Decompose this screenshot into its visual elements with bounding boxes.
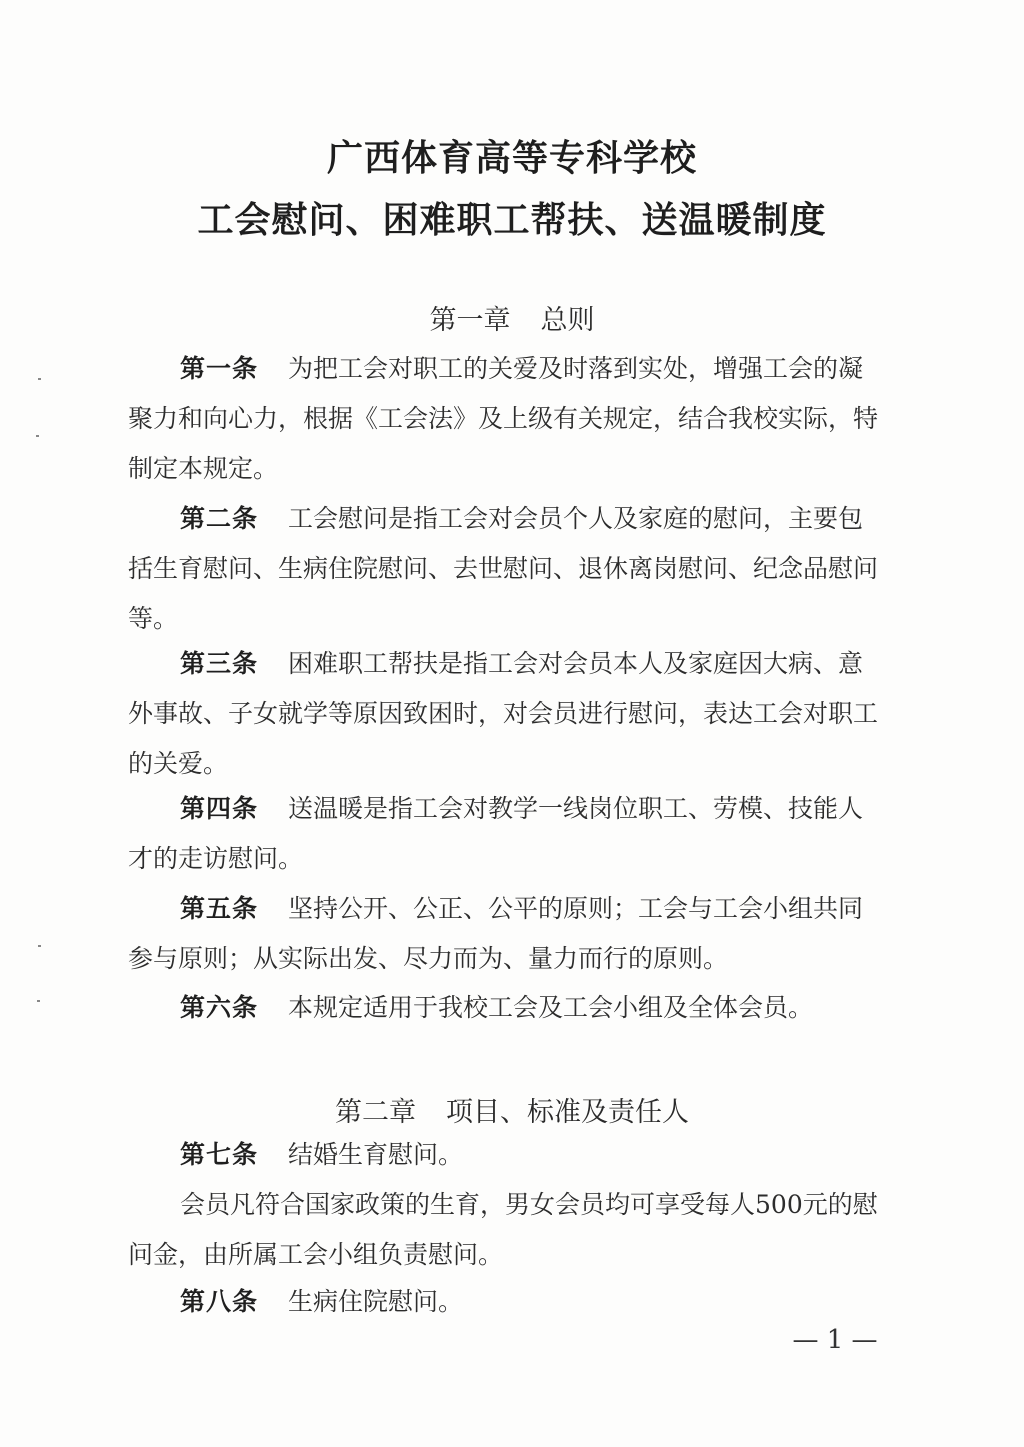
article-text: 困难职工帮扶是指工会对会员本人及家庭因大病、意外事故、子女就学等原因致困时，对会员进行慰问，表达工会对职工的关爱。 (128, 649, 879, 778)
scan-speck (38, 378, 41, 380)
article-label: 第六条 (180, 993, 259, 1022)
article-text: 坚持公开、公正、公平的原则；工会与工会小组共同参与原则；从实际出发、尽力而为、量力而行的原则。 (128, 894, 864, 973)
article-3 (128, 639, 888, 789)
article-label: 第五条 (180, 894, 259, 923)
article-label: 第七条 (180, 1140, 259, 1169)
chapter-name: 总则 (540, 305, 595, 336)
article-text: 会员凡符合国家政策的生育，男女会员均可享受每人500元的慰问金，由所属工会小组负责慰问。 (128, 1190, 878, 1269)
article-4 (128, 784, 888, 884)
article-text: 送温暖是指工会对教学一线岗位职工、劳模、技能人才的走访慰问。 (128, 794, 864, 873)
article-label: 第二条 (180, 504, 259, 533)
article-2 (128, 494, 888, 644)
article-label: 第三条 (180, 649, 259, 678)
article-text: 生病住院慰问。 (288, 1287, 464, 1316)
article-8 (128, 1277, 888, 1327)
scan-speck (37, 1000, 40, 1002)
chapter-number: 第二章 (335, 1097, 416, 1128)
page-number: — 1 — (792, 1325, 878, 1355)
chapter-heading-2 (0, 1090, 1024, 1129)
article-7-body (128, 1180, 888, 1280)
article-label: 第一条 (180, 354, 259, 383)
chapter-name: 项目、标准及责任人 (446, 1097, 689, 1128)
article-label: 第四条 (180, 794, 259, 823)
article-6 (128, 983, 888, 1033)
document-title-line2: 工会慰问、困难职工帮扶、送温暖制度 (197, 199, 827, 241)
scan-speck (36, 435, 39, 437)
article-5 (128, 884, 888, 984)
article-label: 第八条 (180, 1287, 259, 1316)
article-text: 结婚生育慰问。 (288, 1140, 464, 1169)
scan-speck (38, 945, 41, 947)
chapter-heading-1 (0, 298, 1024, 337)
article-text: 工会慰问是指工会对会员个人及家庭的慰问，主要包括生育慰问、生病住院慰问、去世慰问、退休离岗慰问、纪念品慰问等。 (128, 504, 879, 633)
article-text: 本规定适用于我校工会及工会小组及全体会员。 (288, 993, 814, 1022)
article-7 (128, 1130, 888, 1180)
article-1 (128, 344, 888, 494)
article-text: 为把工会对职工的关爱及时落到实处，增强工会的凝聚力和向心力，根据《工会法》及上级有关规定，结合我校实际，特制定本规定。 (128, 354, 879, 483)
chapter-number: 第一章 (429, 305, 511, 336)
document-title-line1: 广西体育高等专科学校 (326, 137, 697, 179)
